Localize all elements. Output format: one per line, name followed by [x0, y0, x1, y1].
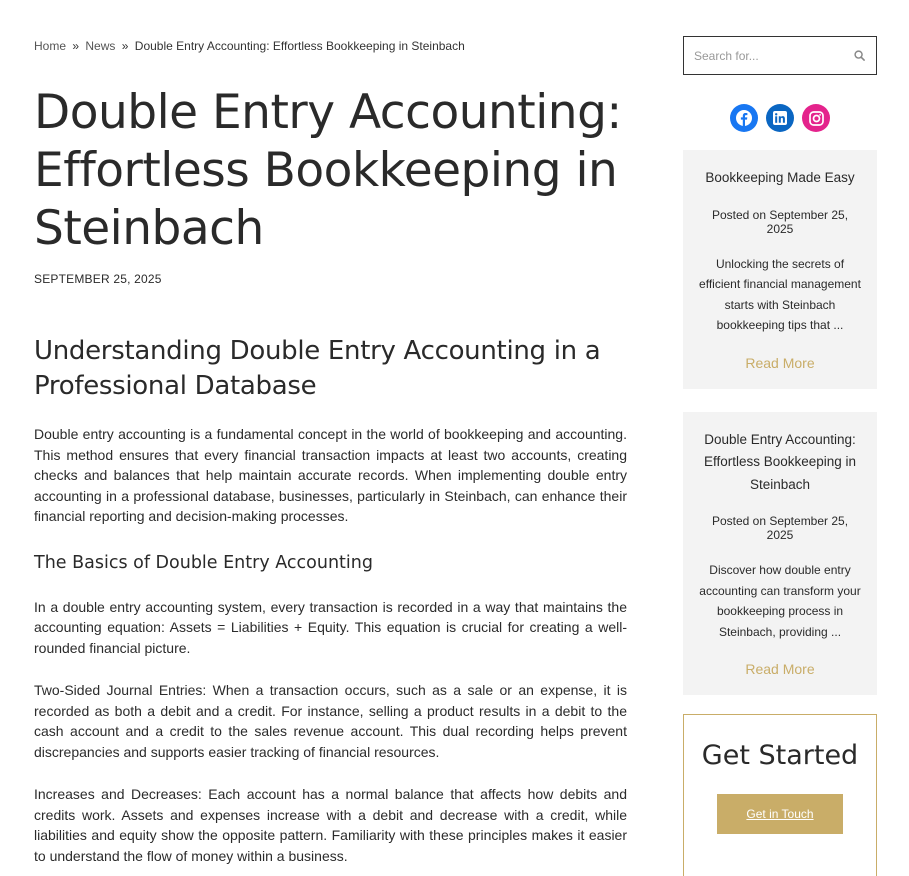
body-paragraph: Two-Sided Journal Entries: When a transaction occurs, such as a sale or an expense, it is recorded as both a debit and a credit. For instance, selling a product results in a debit to the cash account and a credit to the sales revenue account. This dual recording helps prevent discrepancies and supports easier tracking of financial resources. [34, 682, 627, 760]
breadcrumb-separator: » [121, 39, 129, 53]
card-excerpt: Discover how double entry accounting can transform your bookkeeping process in Steinbach, providing ... [699, 563, 861, 639]
sidebar [683, 36, 877, 876]
card-title[interactable]: Double Entry Accounting: Effortless Bookkeeping in Steinbach [703, 431, 857, 492]
intro-paragraph: Double entry accounting is a fundamental concept in the world of bookkeeping and accounting. This method ensures that every financial transaction impacts at least two accounts, creating checks and balances that help maintain accurate records. When implementing double entry accounting in a professional database, businesses, particularly in Steinbach, can enhance their financial reporting and decision-making processes. [34, 426, 627, 524]
card-title[interactable]: Bookkeeping Made Easy [705, 170, 855, 185]
breadcrumb [34, 38, 627, 54]
social-links [683, 104, 877, 132]
breadcrumb-current: Double Entry Accounting: Effortless Bookkeeping in Steinbach [134, 39, 465, 53]
breadcrumb-home-link[interactable]: Home [34, 39, 67, 53]
body-paragraph: In a double entry accounting system, every transaction is recorded in a way that maintains the accounting equation: Assets = Liabilities + Equity. This equation is crucial for creating a well-rounded financial picture. [34, 598, 627, 656]
get-in-touch-button[interactable]: Get in Touch [717, 794, 843, 834]
get-started-box [683, 714, 877, 876]
recent-post-card [683, 412, 877, 696]
recent-post-card [683, 150, 877, 389]
facebook-icon[interactable] [730, 104, 758, 132]
main-content [34, 38, 627, 866]
cta-title: Get Started [701, 740, 859, 771]
search-input[interactable] [694, 49, 852, 63]
read-more-link[interactable]: Read More [745, 661, 815, 677]
instagram-icon[interactable] [802, 104, 830, 132]
post-date: SEPTEMBER 25, 2025 [34, 272, 162, 286]
breadcrumb-news-link[interactable]: News [85, 39, 116, 53]
page-title: Double Entry Accounting: Effortless Bookkeeping in Steinbach [34, 85, 622, 256]
subsection-heading: The Basics of Double Entry Accounting [34, 552, 373, 573]
card-posted-date: Posted on September 25, 2025 [711, 514, 849, 542]
read-more-link[interactable]: Read More [745, 354, 815, 371]
search-box [683, 36, 877, 75]
search-icon[interactable] [852, 49, 866, 63]
card-posted-date: Posted on September 25, 2025 [711, 207, 849, 236]
card-excerpt: Unlocking the secrets of efficient financial management starts with Steinbach bookkeeping tips that ... [699, 256, 861, 332]
section-heading: Understanding Double Entry Accounting in a Professional Database [34, 336, 601, 401]
breadcrumb-separator: » [72, 39, 80, 53]
linkedin-icon[interactable] [766, 104, 794, 132]
body-paragraph: Increases and Decreases: Each account has a normal balance that affects how debits and credits work. Assets and expenses increase with a debit and decrease with a credit, while liabilities and equity show the opposite pattern. Familiarity with these principles makes it easier to understand the flow of money within a business. [34, 786, 627, 864]
